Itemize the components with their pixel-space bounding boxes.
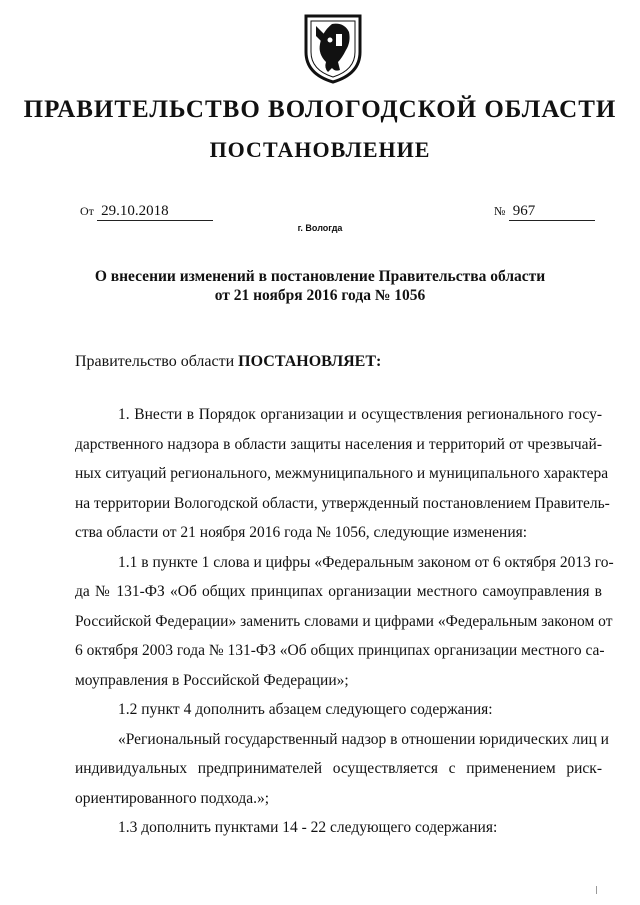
body-line: на территории Вологодской области, утвержденный постановлением Правитель-	[75, 494, 610, 512]
subject-line: О внесении изменений в постановление Правительства области	[94, 268, 546, 285]
body-line: 6 октября 2003 года № 131-ФЗ «Об общих принципах организации местного са-	[75, 642, 605, 659]
body-line: 1.3 дополнить пунктами 14 - 22 следующего содержания:	[118, 819, 498, 836]
document-subject	[60, 267, 580, 305]
date-label: От	[80, 204, 94, 218]
date-field	[80, 203, 213, 221]
document-type: ПОСТАНОВЛЕНИЕ	[209, 137, 431, 162]
resolves-keyword: ПОСТАНОВЛЯЕТ:	[238, 353, 382, 370]
body-line: индивидуальных предпринимателей осуществляется с применением риск-	[75, 760, 602, 777]
number-value: 967	[509, 203, 595, 221]
body-line: 1. Внести в Порядок организации и осуществления регионального госу-	[118, 406, 602, 423]
body-line: 1.1 в пункте 1 слова и цифры «Федеральным законом от 6 октября 2013 го-	[118, 553, 614, 571]
body-line: Российской Федерации» заменить словами и цифрами «Федеральным законом от	[75, 612, 613, 630]
body-line: ных ситуаций регионального, межмуниципального и муниципального характера	[75, 465, 609, 482]
city-label: г. Вологда	[297, 223, 343, 233]
government-title: ПРАВИТЕЛЬСТВО ВОЛОГОДСКОЙ ОБЛАСТИ	[23, 96, 617, 123]
body-line: «Региональный государственный надзор в отношении юридических лиц и	[118, 730, 609, 748]
resolves-clause	[75, 353, 381, 371]
scan-mark	[596, 886, 597, 894]
body-line: да № 131-ФЗ «Об общих принципах организации местного самоуправления в	[75, 583, 602, 600]
date-value: 29.10.2018	[97, 203, 213, 221]
body-line: моуправления в Российской Федерации»;	[75, 671, 349, 689]
body-line: 1.2 пункт 4 дополнить абзацем следующего содержания:	[118, 701, 493, 718]
coat-of-arms-icon	[302, 12, 364, 84]
body-line: ориентированного подхода.»;	[75, 789, 270, 807]
document-body	[75, 403, 614, 846]
number-field	[494, 203, 595, 221]
number-label: №	[494, 204, 506, 218]
subject-line: от 21 ноября 2016 года № 1056	[214, 287, 426, 304]
body-line: ства области от 21 ноября 2016 года № 1056, следующие изменения:	[75, 524, 528, 541]
resolves-prefix: Правительство области	[75, 353, 235, 370]
body-line: дарственного надзора в области защиты населения и территорий от чрезвычай-	[75, 435, 602, 453]
